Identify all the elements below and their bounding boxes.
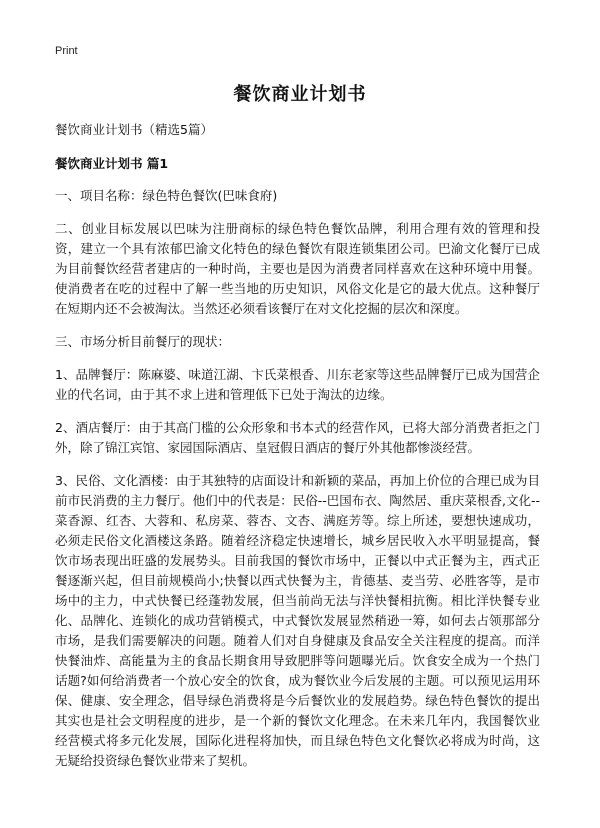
paragraph-project-name: 一、项目名称：绿色特色餐饮(巴味食府) xyxy=(55,188,278,203)
document-title: 餐饮商业计划书 xyxy=(233,84,367,105)
document-subtitle: 餐饮商业计划书（精选5篇） xyxy=(55,122,213,137)
document-body xyxy=(55,120,540,784)
paragraph-hotel-restaurants: 2、酒店餐厅：由于其高门槛的公众形象和书本式的经营作风，已将大部分消费者拒之门外，除了锦江宾馆、家园国际酒店、皇冠假日酒店的餐厅外其他都惨淡经营。 xyxy=(55,420,540,455)
section-heading: 餐饮商业计划书 篇1 xyxy=(55,156,169,171)
paragraph-market-analysis: 三、市场分析目前餐厅的现状： xyxy=(55,334,231,349)
paragraph-folk-culture-restaurants: 3、民俗、文化酒楼：由于其独特的店面设计和新颖的菜品，再加上价位的合理已成为目前市民消费的主力餐厅。他们中的代表是：民俗--巴国布衣、陶然居、重庆菜根香,文化--菜香源、红杏、大蓉和、私房菜、蓉杏、文杏、满庭芳等。综上所述，要想快速成功，必须走民俗文化酒楼这条路。随着经济稳定快速增长，城乡居民收入水平明显提高，餐饮市场表现出旺盛的发展势头。目前我国的餐饮市场中，正餐以中式正餐为主，西式正餐逐渐兴起，但目前规模尚小;快餐以西式快餐为主，肯德基、麦当劳、必胜客等，是市场中的主力，中式快餐已经蓬勃发展，但当前尚无法与洋快餐相抗衡。相比洋快餐专业化、品牌化、连锁化的成功营销模式，中式餐饮发展显然稍逊一筹，如何去占领那部分市场，是我们需要解决的问题。随着人们对自身健康及食品安全关注程度的提高。而洋快餐油炸、高能量为主的食品长期食用导致肥胖等问题曝光后。饮食安全成为一个热门话题?如何给消费者一个放心安全的饮食，成为餐饮业今后发展的主题。可以预见运用环保、健康、安全理念，倡导绿色消费将是今后餐饮业的发展趋势。绿色特色餐饮的提出其实也是社会文明程度的进步，是一个新的餐饮文化理念。在未来几年内，我国餐饮业经营模式将多元化发展，国际化进程将加快，而且绿色特色文化餐饮必将成为时尚，这无疑给投资绿色餐饮业带来了契机。 xyxy=(55,473,540,768)
print-link[interactable]: Print xyxy=(55,45,78,57)
paragraph-goal: 二、创业目标发展以巴味为注册商标的绿色特色餐饮品牌，利用合理有效的管理和投资，建立一个具有浓郁巴渝文化特色的绿色餐饮有限连锁集团公司。巴渝文化餐厅已成为目前餐饮经营者建店的一种时尚，主要也是因为消费者同样喜欢在这种环境中用餐。使消费者在吃的过程中了解一些当地的历史知识，风俗文化是它的最大优点。这种餐厅在短期内还不会被淘汰。当然还必须看该餐厅在对文化挖掘的层次和深度。 xyxy=(55,221,540,316)
paragraph-brand-restaurants: 1、品牌餐厅：陈麻婆、味道江湖、卞氏菜根香、川东老家等这些品牌餐厅已成为国营企业的代名词，由于其不求上进和管理低下已处于淘汰的边缘。 xyxy=(55,367,540,402)
